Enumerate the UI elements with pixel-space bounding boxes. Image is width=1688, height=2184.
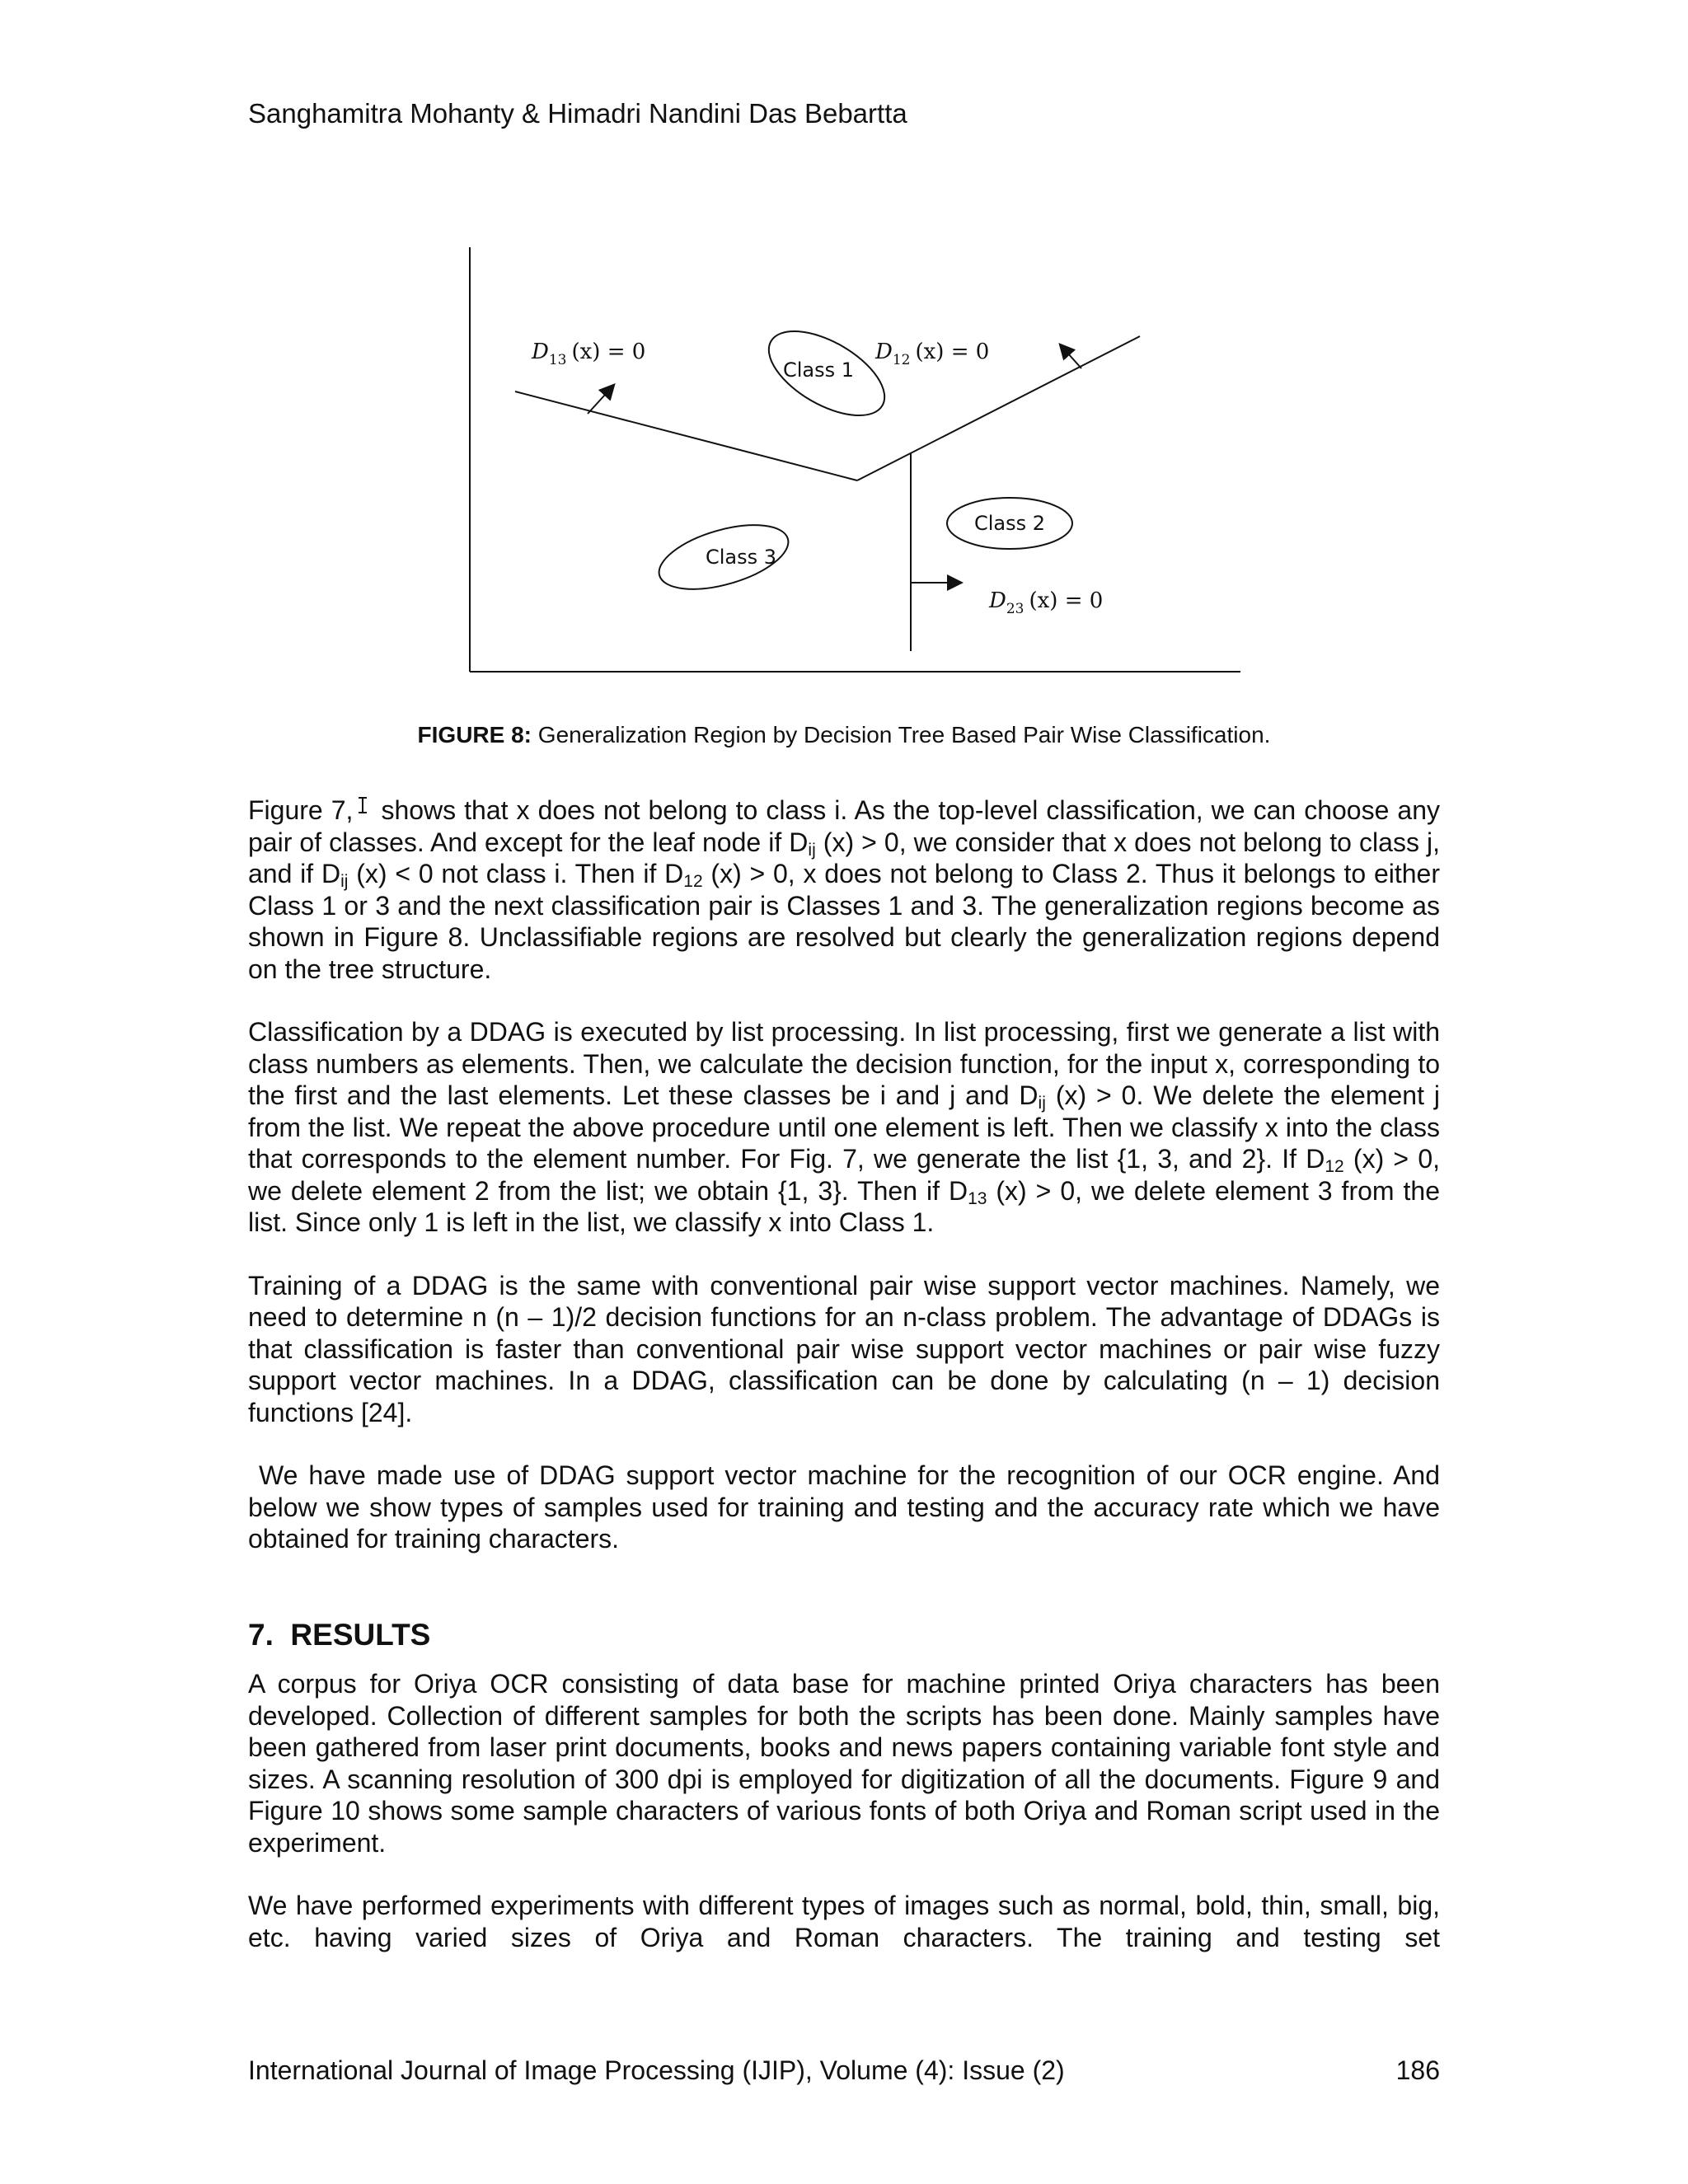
label-d23: $D_{23}$ (x) = 0 <box>989 588 1104 617</box>
arrow-d13 <box>588 386 613 414</box>
running-header: Sanghamitra Mohanty & Himadri Nandini Das Bebartta <box>248 98 907 129</box>
figure-8-diagram <box>462 243 1245 680</box>
page-number: 186 <box>1395 2055 1440 2085</box>
class-1-label: Class 1 <box>782 359 855 382</box>
results-paragraph-1: A corpus for Oriya OCR consisting of data base for machine printed Oriya characters has been developed. Collection of different samples for both the scripts has been done. Mainly samples have been gathered from laser print documents, books and news papers containing variable font style and sizes. A scanning resolution of 300 dpi is employed for digitization of all the documents. Figure 9 and Figure 10 shows some sample characters of various fonts of both Oriya and Roman script used in the experiment. <box>248 1669 1440 1858</box>
discussion-section <box>248 790 1447 1586</box>
results-paragraph-2: We have performed experiments with different types of images such as normal, bold, thin, small, big, etc. having varied sizes of Oriya and Roman characters. The training and testing set <box>248 1891 1440 1952</box>
journal-citation: International Journal of Image Processing (IJIP), Volume (4): Issue (2) <box>248 2055 1065 2085</box>
paragraph-4: We have made use of DDAG support vector machine for the recognition of our OCR engine. And below we show types of samples used for training and testing and the accuracy rate which we have obtained for training characters. <box>248 1460 1447 1554</box>
class-3-label: Class 3 <box>705 546 777 569</box>
boundary-d13 <box>515 391 857 480</box>
label-d12: $D_{12}$ (x) = 0 <box>875 340 990 368</box>
label-d13: $D_{13}$ (x) = 0 <box>532 340 646 368</box>
caption-text: Generalization Region by Decision Tree Based Pair Wise Classification. <box>532 722 1271 748</box>
paragraph-3: Training of a DDAG is the same with conventional pair wise support vector machines. Namely, we need to determine n (n – 1)/2 decision functions for an n-class problem. The advantage of DDAGs is that classification is faster than conventional pair wise support vector machines or pair wise fuzzy support vector machines. In a DDAG, classification can be done by calculating (n – 1) decision functions [24]. <box>248 1270 1440 1427</box>
paragraph-1: Figure 7, shows that x does not belong to class i. As the top-level classification, we can choose any pair of classes. And except for the leaf node if $D_{ij}$ (x) > 0, we consider that x does not belong to class j, and if $D_{ij}$ (x) < 0 not class i. Then if $D_{12}$ (x) > 0, x does not belong to Class 2. Thus it belongs to either Class 1 or 3 and the next classification pair is Classes 1 and 3. The generalization regions become as shown in Figure 8. Unclassifiable regions are resolved but clearly the generalization regions depend on the tree structure. <box>248 790 1440 985</box>
section-heading-results: 7. RESULTS <box>248 1618 431 1652</box>
arrow-d12 <box>1061 345 1081 368</box>
class-2-label: Class 2 <box>973 512 1046 535</box>
caption-label: FIGURE 8: <box>417 722 532 748</box>
paragraph-2: Classification by a DDAG is executed by list processing. In list processing, first we generate a list with class numbers as elements. Then, we calculate the decision function, for the input x, corresponding to the first and the last elements. Let these classes be i and j and $D_{ij}$ (x) > 0. We delete the element j from the list. We repeat the above procedure until one element is left. Then we classify x into the class that corresponds to the element number. For Fig. 7, we generate the list {1, 3, and 2}. If $D_{12}$ (x) > 0, we delete element 2 from the list; we obtain {1, 3}. Then if $D_{13}$ (x) > 0, we delete element 3 from the list. Since only 1 is left in the list, we classify x into Class 1. <box>248 1017 1441 1237</box>
results-section <box>248 1668 1440 1985</box>
figure-caption <box>248 720 1440 750</box>
inline-symbol-icon <box>356 790 369 822</box>
page-footer <box>248 2054 1440 2087</box>
